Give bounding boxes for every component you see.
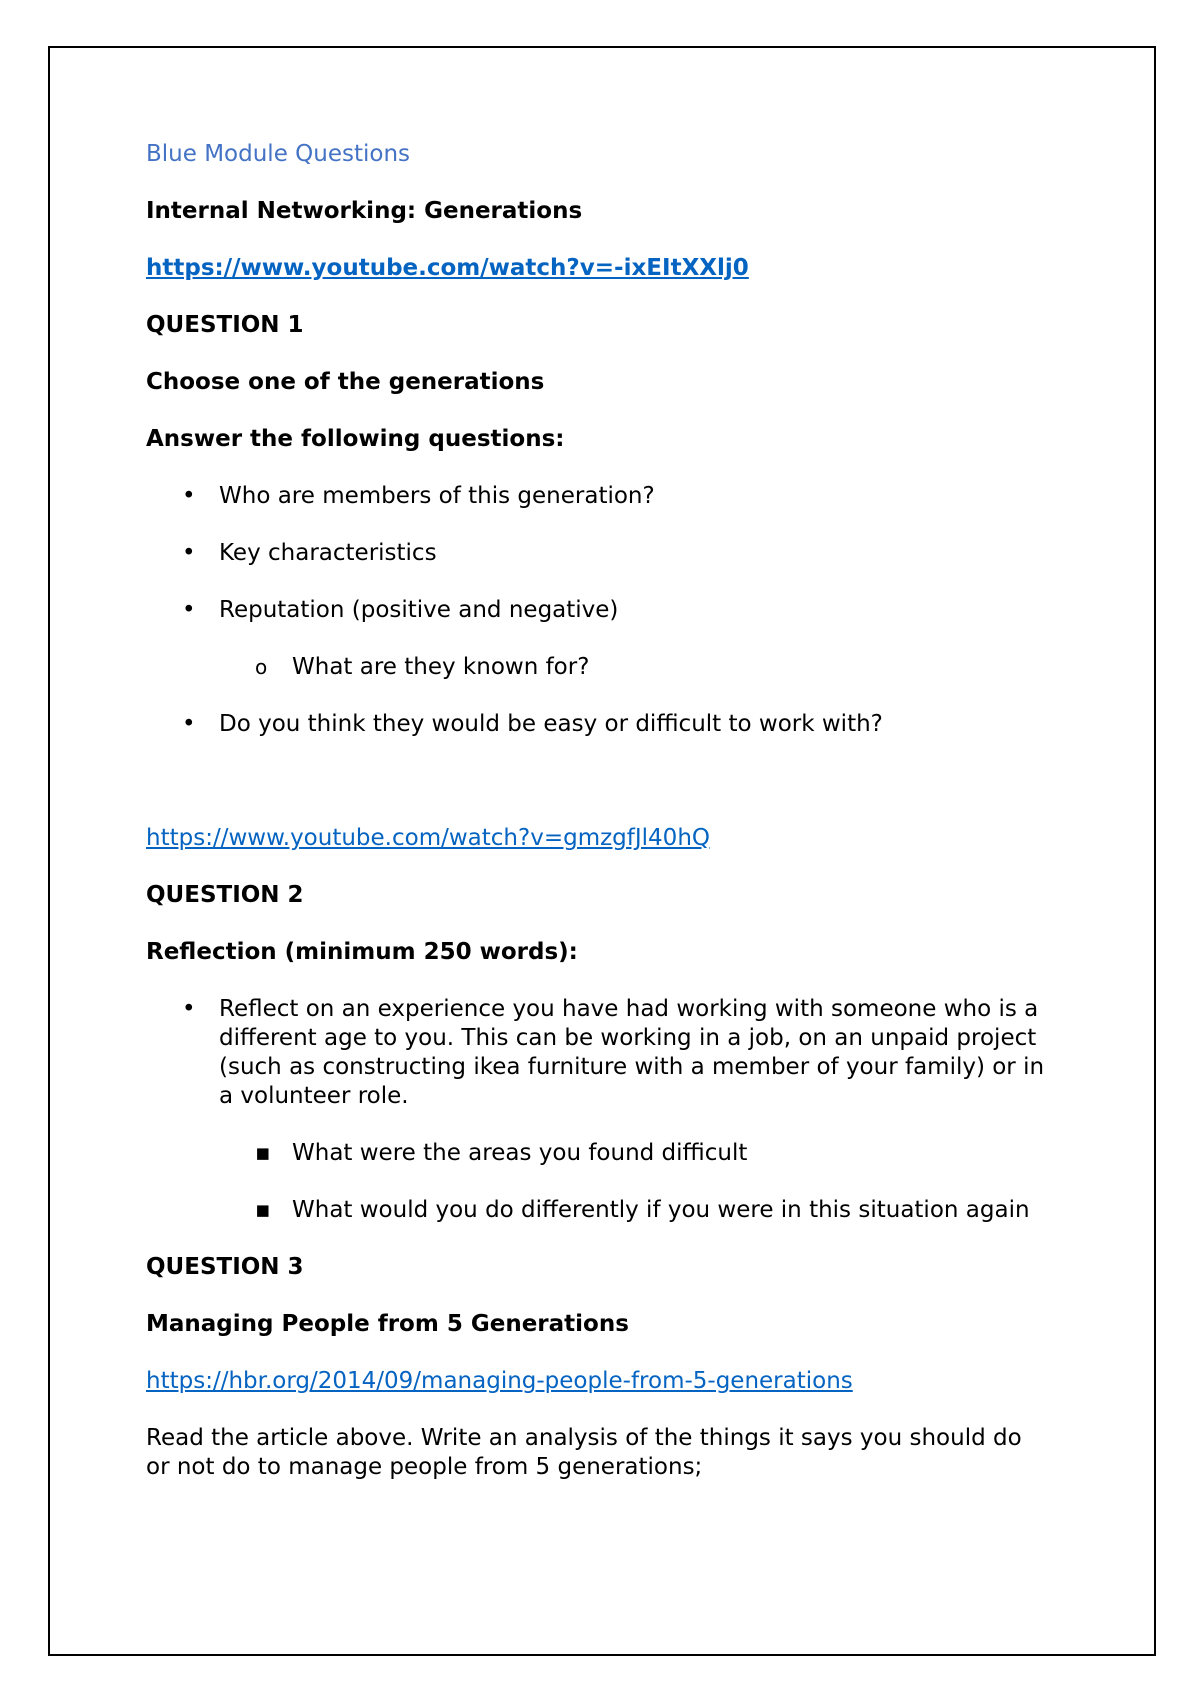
bullet-icon [182, 596, 196, 625]
list-item-text: What would you do differently if you were in this situation again [292, 1197, 1030, 1223]
list-item [146, 1139, 1046, 1168]
blank-space [146, 767, 1046, 824]
list-item-text: Reputation (positive and negative) [219, 597, 619, 623]
list-item [146, 995, 1046, 1111]
module-title: Blue Module Questions [146, 141, 411, 167]
document-body [146, 140, 1046, 1510]
list-item [146, 1196, 1046, 1225]
list-item-text: What are they known for? [292, 654, 590, 680]
question-2-list [146, 995, 1046, 1225]
question-2-label: QUESTION 2 [146, 882, 304, 908]
question-1-list [146, 482, 1046, 739]
list-item-text: Who are members of this generation? [219, 483, 655, 509]
article-link[interactable]: https://hbr.org/2014/09/managing-people-from-5-generations [146, 1368, 853, 1394]
list-item-text: Key characteristics [219, 540, 437, 566]
question-1-prompt: Answer the following questions: [146, 426, 565, 452]
bullet-icon [182, 710, 196, 739]
bullet-icon [182, 482, 196, 511]
square-bullet-icon [255, 1196, 271, 1225]
list-item-text: Do you think they would be easy or difficult to work with? [219, 711, 883, 737]
question-1-label: QUESTION 1 [146, 312, 304, 338]
square-bullet-icon [255, 1139, 271, 1168]
list-item [146, 482, 1046, 511]
list-item [146, 539, 1046, 568]
circle-bullet-icon [255, 653, 267, 682]
bullet-icon [182, 539, 196, 568]
question-3-body: Read the article above. Write an analysis of the things it says you should do or not do to manage people from 5 generations; [146, 1425, 1022, 1480]
list-item [146, 596, 1046, 625]
question-3-title: Managing People from 5 Generations [146, 1311, 629, 1337]
list-item [146, 653, 1046, 682]
video-link-2[interactable]: https://www.youtube.com/watch?v=gmzgfJl40hQ [146, 825, 710, 851]
list-item-text: Reflect on an experience you have had working with someone who is a different age to you. This can be working in a job, on an unpaid project (such as constructing ikea furniture with a member of your family) or in a volunteer role. [219, 996, 1045, 1109]
question-2-prompt: Reflection (minimum 250 words): [146, 939, 578, 965]
question-3-label: QUESTION 3 [146, 1254, 304, 1280]
list-item-text: What were the areas you found difficult [292, 1140, 748, 1166]
video-link-1[interactable]: https://www.youtube.com/watch?v=-ixEItXXlj0 [146, 255, 749, 281]
list-item [146, 710, 1046, 739]
section-title: Internal Networking: Generations [146, 198, 583, 224]
question-1-instruction: Choose one of the generations [146, 369, 545, 395]
bullet-icon [182, 995, 196, 1024]
